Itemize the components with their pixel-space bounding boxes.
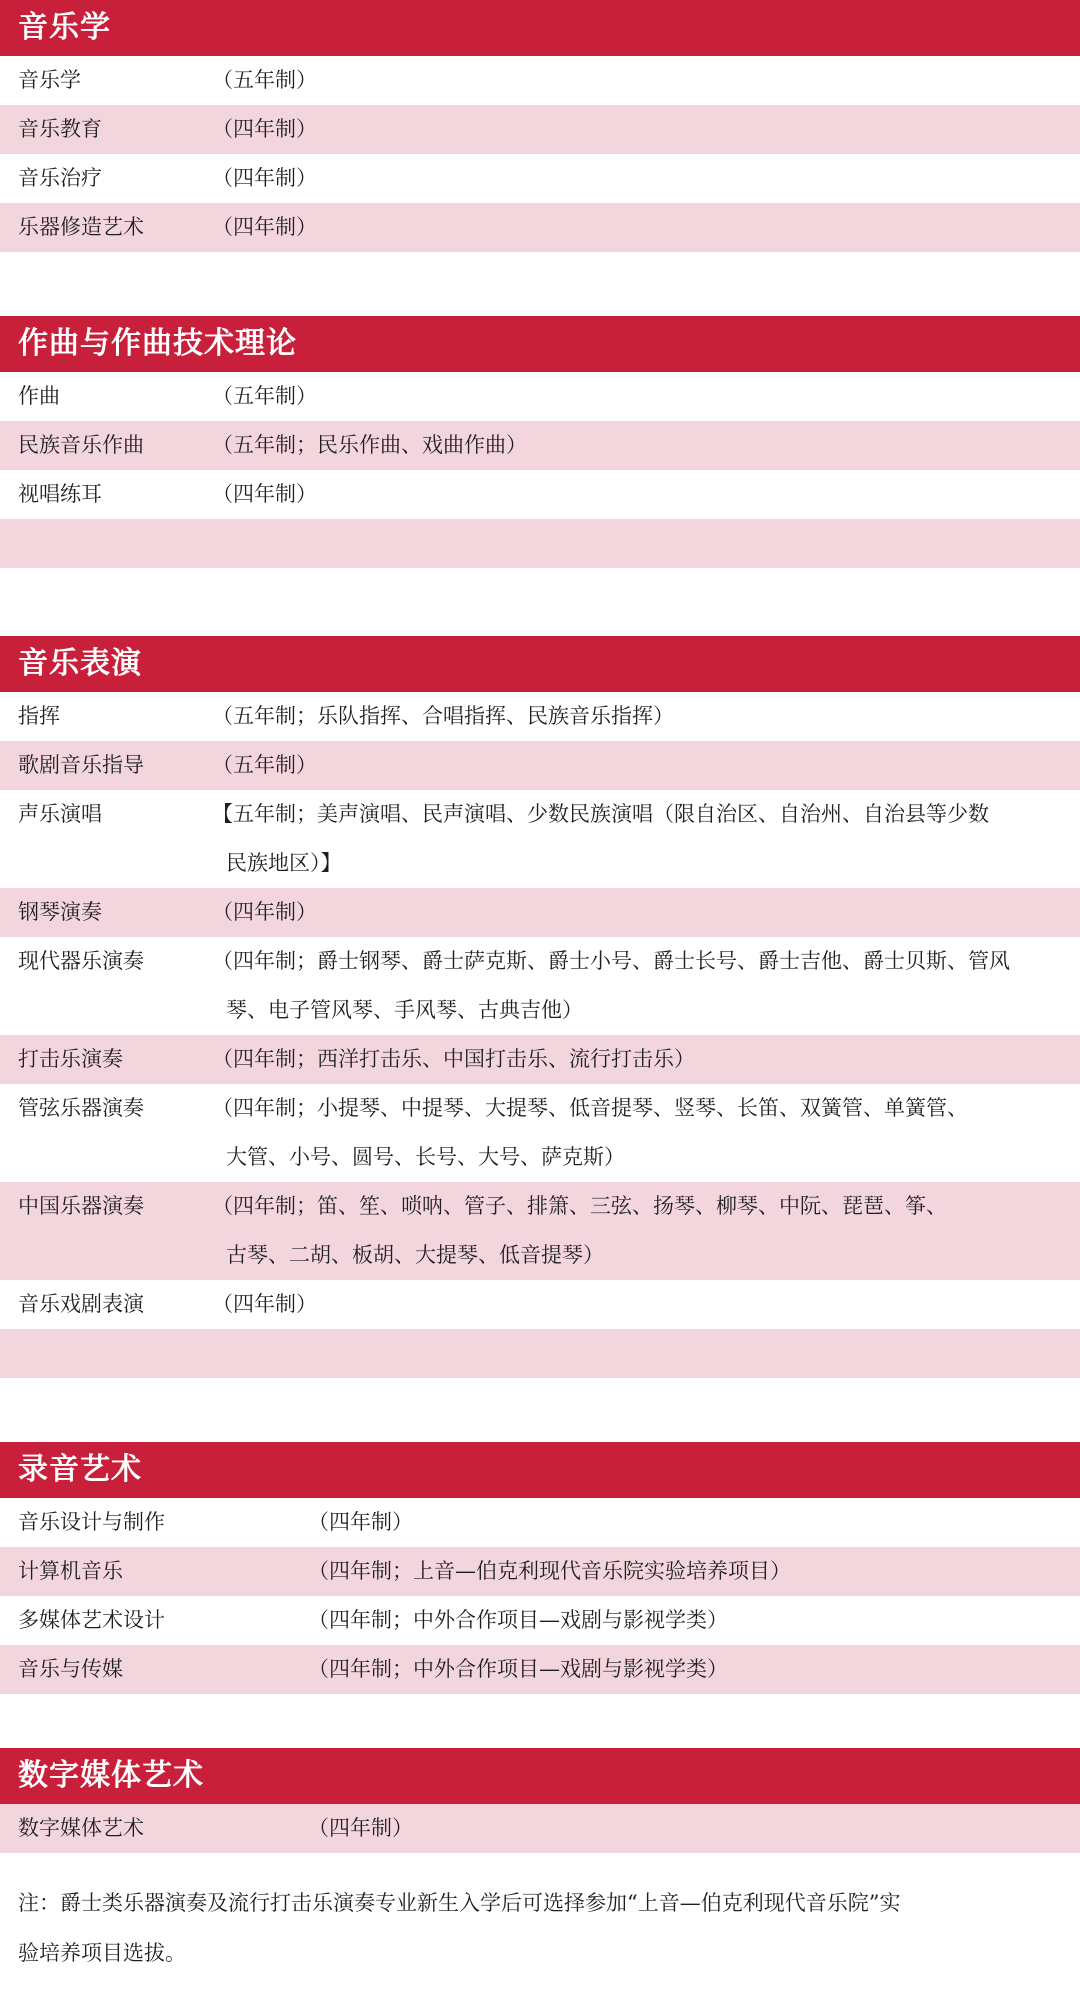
detail-line-1: 【五年制；美声演唱、民声演唱、少数民族演唱（限自治区、自治州、自治县等少数 xyxy=(212,802,989,826)
major-detail: （四年制；中外合作项目—戏剧与影视学类） xyxy=(308,1608,728,1632)
section-title: 录音艺术 xyxy=(0,1442,1080,1498)
major-detail: （五年制） xyxy=(212,68,317,92)
major-name: 指挥 xyxy=(18,704,60,728)
major-detail: （四年制） xyxy=(308,1510,413,1534)
table-row xyxy=(0,692,1080,741)
section-digital-media xyxy=(0,1748,1080,1853)
table-row xyxy=(0,470,1080,519)
table-row xyxy=(0,741,1080,790)
major-name: 钢琴演奏 xyxy=(18,900,102,924)
major-detail xyxy=(212,1182,1080,1280)
table-row xyxy=(0,372,1080,421)
table-row xyxy=(0,1547,1080,1596)
section-title: 数字媒体艺术 xyxy=(0,1748,1080,1804)
major-name: 多媒体艺术设计 xyxy=(18,1608,165,1632)
table-row xyxy=(0,790,1080,888)
major-detail: （五年制；民乐作曲、戏曲作曲） xyxy=(212,433,527,457)
major-detail: （五年制） xyxy=(212,753,317,777)
table-row xyxy=(0,421,1080,470)
empty-row xyxy=(0,519,1080,568)
footnote-line-2: 验培养项目选拔。 xyxy=(18,1941,186,1965)
table-row xyxy=(0,937,1080,1035)
major-name: 音乐设计与制作 xyxy=(18,1510,165,1534)
major-detail: （四年制） xyxy=(212,1292,317,1316)
section-title: 作曲与作曲技术理论 xyxy=(0,316,1080,372)
major-name: 歌剧音乐指导 xyxy=(18,753,144,777)
footnote-line-1: 注：爵士类乐器演奏及流行打击乐演奏专业新生入学后可选择参加“上音—伯克利现代音乐院”实 xyxy=(18,1891,901,1915)
table-row xyxy=(0,1645,1080,1694)
major-name: 计算机音乐 xyxy=(18,1559,123,1583)
major-detail: （四年制；西洋打击乐、中国打击乐、流行打击乐） xyxy=(212,1047,695,1071)
detail-line-2: 大管、小号、圆号、长号、大号、萨克斯） xyxy=(226,1145,625,1169)
section-title: 音乐学 xyxy=(0,0,1080,56)
major-name: 音乐教育 xyxy=(18,117,102,141)
major-name: 数字媒体艺术 xyxy=(18,1816,144,1840)
detail-line-2: 琴、电子管风琴、手风琴、古典吉他） xyxy=(226,998,583,1022)
detail-line-1: （四年制；小提琴、中提琴、大提琴、低音提琴、竖琴、长笛、双簧管、单簧管、 xyxy=(212,1096,968,1120)
major-detail: （四年制） xyxy=(212,117,317,141)
major-name: 音乐与传媒 xyxy=(18,1657,123,1681)
major-detail xyxy=(212,790,1080,888)
major-detail: （四年制） xyxy=(212,482,317,506)
table-row xyxy=(0,888,1080,937)
table-row xyxy=(0,154,1080,203)
major-name: 中国乐器演奏 xyxy=(18,1194,144,1218)
major-name: 打击乐演奏 xyxy=(18,1047,123,1071)
section-musicology xyxy=(0,0,1080,252)
major-name: 声乐演唱 xyxy=(18,802,102,826)
section-composition xyxy=(0,316,1080,568)
major-detail xyxy=(212,1084,1080,1182)
detail-line-2: 民族地区）】 xyxy=(226,851,342,875)
major-detail xyxy=(212,937,1080,1035)
major-name: 乐器修造艺术 xyxy=(18,215,144,239)
major-name: 民族音乐作曲 xyxy=(18,433,144,457)
empty-row xyxy=(0,1329,1080,1378)
footnote xyxy=(18,1878,1063,1978)
table-row xyxy=(0,1182,1080,1280)
major-name: 作曲 xyxy=(18,384,60,408)
major-name: 视唱练耳 xyxy=(18,482,102,506)
table-row xyxy=(0,1804,1080,1853)
major-detail: （四年制） xyxy=(308,1816,413,1840)
major-name: 音乐学 xyxy=(18,68,81,92)
detail-line-1: （四年制；笛、笙、唢呐、管子、排箫、三弦、扬琴、柳琴、中阮、琵琶、筝、 xyxy=(212,1194,947,1218)
major-detail: （五年制；乐队指挥、合唱指挥、民族音乐指挥） xyxy=(212,704,674,728)
table-row xyxy=(0,1035,1080,1084)
major-detail: （五年制） xyxy=(212,384,317,408)
table-row xyxy=(0,105,1080,154)
table-row xyxy=(0,1280,1080,1329)
major-name: 音乐治疗 xyxy=(18,166,102,190)
major-detail: （四年制；上音—伯克利现代音乐院实验培养项目） xyxy=(308,1559,791,1583)
major-detail: （四年制；中外合作项目—戏剧与影视学类） xyxy=(308,1657,728,1681)
major-detail: （四年制） xyxy=(212,166,317,190)
major-name: 音乐戏剧表演 xyxy=(18,1292,144,1316)
table-row xyxy=(0,1498,1080,1547)
detail-line-1: （四年制；爵士钢琴、爵士萨克斯、爵士小号、爵士长号、爵士吉他、爵士贝斯、管风 xyxy=(212,949,1010,973)
table-row xyxy=(0,56,1080,105)
section-performance xyxy=(0,636,1080,1378)
major-name: 管弦乐器演奏 xyxy=(18,1096,144,1120)
section-recording-arts xyxy=(0,1442,1080,1694)
table-row xyxy=(0,1084,1080,1182)
major-detail: （四年制） xyxy=(212,900,317,924)
table-row xyxy=(0,1596,1080,1645)
major-name: 现代器乐演奏 xyxy=(18,949,144,973)
detail-line-2: 古琴、二胡、板胡、大提琴、低音提琴） xyxy=(226,1243,604,1267)
section-title: 音乐表演 xyxy=(0,636,1080,692)
major-detail: （四年制） xyxy=(212,215,317,239)
table-row xyxy=(0,203,1080,252)
